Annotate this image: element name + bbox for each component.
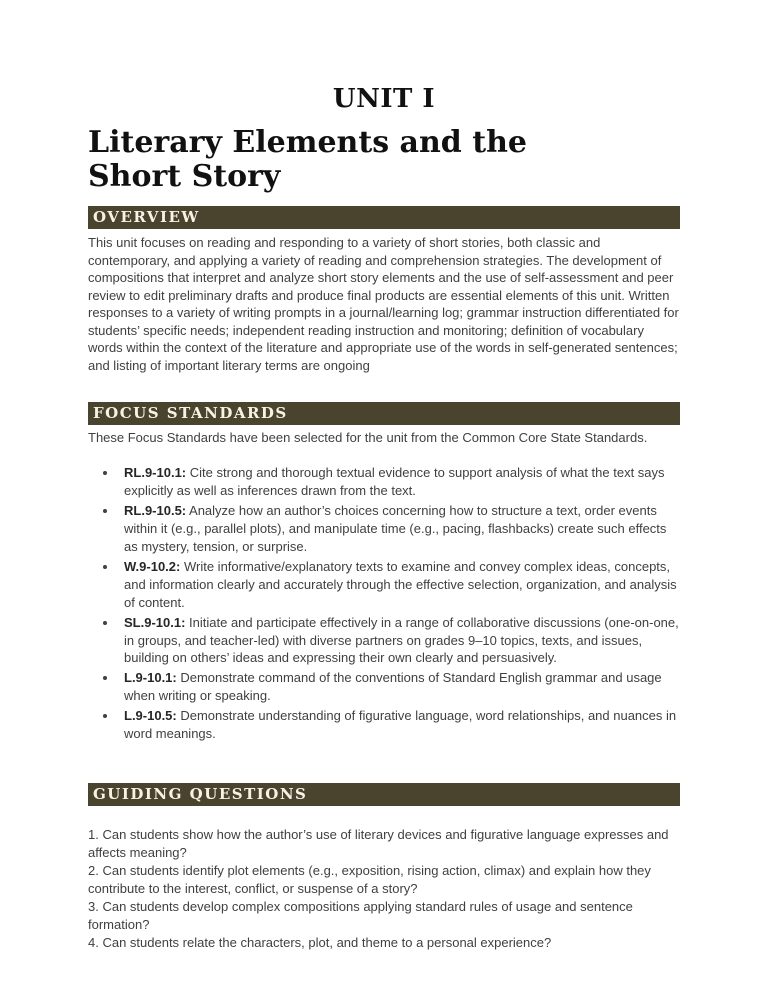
page-title-line2: Short Story <box>88 158 281 194</box>
section-heading-focus-standards: FOCUS STANDARDS <box>88 402 680 425</box>
page-title-line1: Literary Elements and the <box>88 125 527 160</box>
guiding-question: 2. Can students identify plot elements (e.g., exposition, rising action, climax) and explain how they contribute to the interest, conflict, or suspense of a story? <box>88 863 651 896</box>
standard-text: Demonstrate command of the conventions of Standard English grammar and usage when writing or speaking. <box>124 670 662 704</box>
standard-item <box>118 502 680 556</box>
standard-item <box>118 614 680 668</box>
section-heading-guiding-questions: GUIDING QUESTIONS <box>88 783 680 806</box>
standard-code: L.9-10.1: <box>124 670 177 686</box>
page-title <box>88 126 680 193</box>
standard-text: Write informative/explanatory texts to examine and convey complex ideas, concepts, and information clearly and accurately through the effective selection, organization, and analysis of content. <box>124 558 677 610</box>
focus-standards-list <box>88 464 680 743</box>
focus-standards-intro: These Focus Standards have been selected for the unit from the Common Core State Standards. <box>88 429 648 445</box>
standard-text: Analyze how an author’s choices concerning how to structure a text, order events within it (e.g., parallel plots), and manipulate time (e.g., pacing, flashbacks) create such effects as mystery, tension, or surprise. <box>124 502 667 554</box>
unit-label: UNIT I <box>332 84 436 114</box>
standard-code: SL.9-10.1: <box>124 614 186 630</box>
guiding-question: 1. Can students show how the author’s use of literary devices and figurative language expresses and affects meaning? <box>88 827 669 861</box>
standard-item <box>118 669 680 705</box>
section-heading-overview: OVERVIEW <box>88 206 680 229</box>
standard-code: W.9-10.2: <box>124 558 181 574</box>
standard-code: RL.9-10.1: <box>124 465 187 481</box>
standard-item <box>118 464 680 500</box>
standard-code: RL.9-10.5: <box>124 502 187 518</box>
standard-item <box>118 707 680 743</box>
document-content <box>88 0 680 952</box>
guiding-question: 3. Can students develop complex compositions applying standard rules of usage and sentence formation? <box>88 898 633 932</box>
standard-code: L.9-10.5: <box>124 708 177 724</box>
guiding-questions-list <box>88 826 680 952</box>
guiding-question: 4. Can students relate the characters, plot, and theme to a personal experience? <box>88 934 552 950</box>
standard-text: Cite strong and thorough textual evidence to support analysis of what the text says explicitly as well as inferences drawn from the text. <box>124 465 665 499</box>
standard-text: Demonstrate understanding of figurative language, word relationships, and nuances in word meanings. <box>124 708 677 742</box>
overview-paragraph: This unit focuses on reading and responding to a variety of short stories, both classic and contemporary, and applying a variety of reading and comprehension strategies. The development of compositions that interpret and analyze short story elements and the use of self-assessment and peer review to edit preliminary drafts and produce final products are essential elements of this unit. Written responses to a variety of writing prompts in a journal/learning log; grammar instruction differentiated for students’ specific needs; independent reading instruction and monitoring; definition of vocabulary words within the context of the literature and appropriate use of the words in self-generated sentences; and listing of important literary terms are ongoing <box>88 235 679 374</box>
standard-text: Initiate and participate effectively in a range of collaborative discussions (one-on-one, in groups, and teacher-led) with diverse partners on grades 9–10 topics, texts, and issues, building on others’ ideas and expressing their own clearly and persuasively. <box>124 614 679 666</box>
standard-item <box>118 558 680 612</box>
